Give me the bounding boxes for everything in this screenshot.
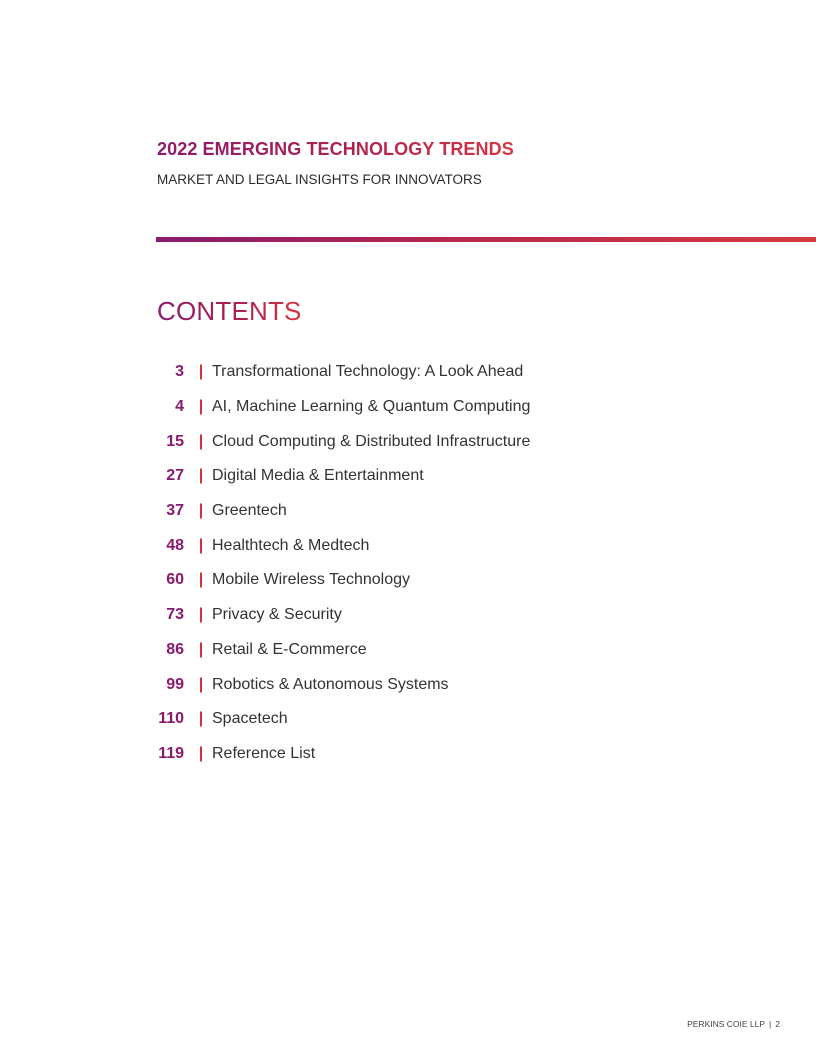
toc-entry-title: Privacy & Security: [212, 606, 342, 624]
toc-separator: |: [198, 398, 204, 416]
toc-entry-title: Robotics & Autonomous Systems: [212, 675, 449, 693]
toc-entry-title: Transformational Technology: A Look Ahead: [212, 363, 524, 381]
toc-entry[interactable]: [150, 737, 650, 772]
toc-entry[interactable]: [150, 459, 650, 494]
toc-page-number: 3: [175, 363, 184, 381]
toc-entry[interactable]: [150, 390, 650, 425]
toc-entry[interactable]: [150, 563, 650, 598]
toc-separator: |: [198, 710, 204, 728]
toc-page-number: 60: [166, 571, 184, 589]
toc-entry-title: Mobile Wireless Technology: [212, 571, 411, 589]
toc-page-number: 27: [166, 467, 184, 485]
toc-page-number: 110: [158, 710, 184, 728]
toc-entry-title: Digital Media & Entertainment: [212, 467, 424, 485]
toc-separator: |: [198, 502, 204, 520]
toc-separator: |: [198, 536, 204, 554]
toc-separator: |: [198, 467, 204, 485]
toc-entry-title: Reference List: [212, 744, 316, 762]
document-subtitle: MARKET AND LEGAL INSIGHTS FOR INNOVATORS: [157, 172, 482, 187]
toc-entry[interactable]: [150, 494, 650, 529]
toc-separator: |: [198, 675, 204, 693]
toc-page-number: 4: [175, 398, 184, 416]
toc-separator: |: [198, 363, 204, 381]
toc-entry[interactable]: [150, 633, 650, 668]
toc-page-number: 15: [166, 432, 184, 450]
toc-entry[interactable]: [150, 355, 650, 390]
toc-page-number: 37: [166, 502, 184, 520]
footer-page-number: 2: [775, 1019, 780, 1029]
toc-entry[interactable]: [150, 528, 650, 563]
toc-separator: |: [198, 432, 204, 450]
contents-heading: CONTENTS: [157, 296, 302, 326]
page-footer: [687, 1019, 780, 1029]
toc-page-number: 48: [166, 536, 184, 554]
toc-entry[interactable]: [150, 667, 650, 702]
toc-entry-title: Cloud Computing & Distributed Infrastructure: [212, 432, 531, 450]
toc-page-number: 86: [166, 640, 184, 658]
toc-entry-title: Retail & E-Commerce: [212, 640, 367, 658]
toc-entry-title: AI, Machine Learning & Quantum Computing: [212, 398, 531, 416]
toc-entry-title: Greentech: [212, 502, 287, 520]
toc-entry[interactable]: [150, 598, 650, 633]
footer-separator: |: [769, 1019, 772, 1029]
toc-separator: |: [198, 606, 204, 624]
toc-separator: |: [198, 744, 204, 762]
toc-page-number: 99: [166, 675, 184, 693]
toc-separator: |: [198, 640, 204, 658]
toc-page-number: 73: [166, 606, 184, 624]
toc-entry[interactable]: [150, 424, 650, 459]
toc-entry-title: Healthtech & Medtech: [212, 536, 370, 554]
toc-page-number: 119: [158, 744, 184, 762]
document-title: 2022 EMERGING TECHNOLOGY TRENDS: [157, 139, 514, 159]
toc-entry[interactable]: [150, 702, 650, 737]
toc-separator: |: [198, 571, 204, 589]
footer-firm-name: PERKINS COIE LLP: [687, 1019, 766, 1029]
table-of-contents: [150, 355, 650, 771]
gradient-divider: [156, 237, 816, 242]
toc-entry-title: Spacetech: [212, 710, 288, 728]
